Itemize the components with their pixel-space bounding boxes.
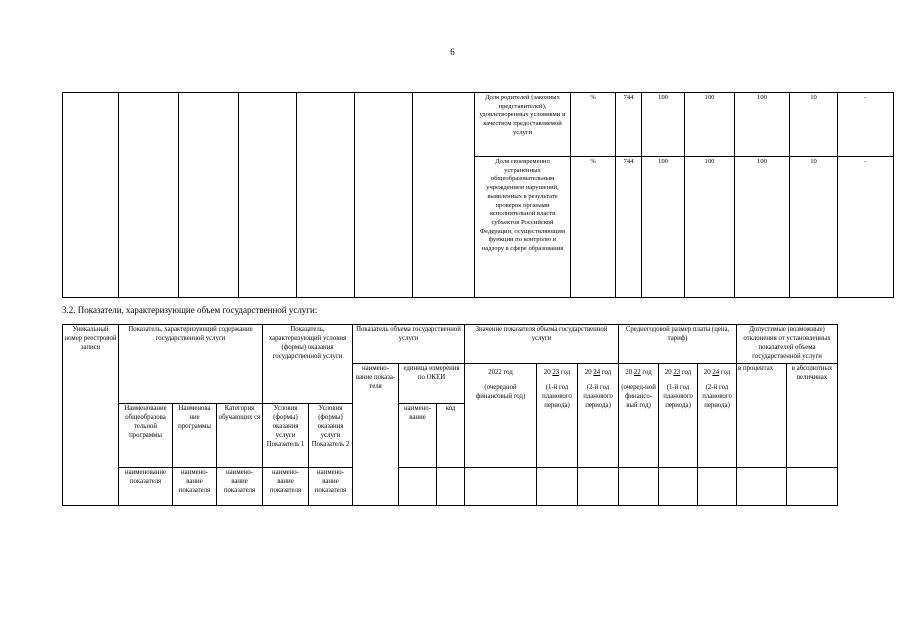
indicator-name: Доля родителей (законных представителей), удовлетворенных условиями и качеством предоставляемой услуги xyxy=(475,93,571,157)
condition-2-header: Условия (формы) оказания услуги Показатель 2 xyxy=(309,403,353,467)
deviation-percent-header: в процентах xyxy=(737,363,787,467)
header-row xyxy=(63,325,838,364)
fee-year1-label xyxy=(620,369,657,378)
empty-cell xyxy=(437,467,465,505)
empty-cell xyxy=(787,467,838,505)
conditions-header: Показатель, характеризующий условия (формы) оказания государственной услуги xyxy=(263,325,353,404)
content-cell-2 xyxy=(179,93,239,298)
unique-number-cell xyxy=(63,93,119,298)
value-year1-header xyxy=(465,363,537,467)
year-suffix: год xyxy=(601,368,612,376)
header-row xyxy=(63,467,838,505)
empty-cell xyxy=(619,467,659,505)
fee-year2-note: (1-й год планового периода) xyxy=(663,383,693,409)
value-year2-label xyxy=(538,369,576,378)
value-2023: 100 xyxy=(685,157,735,298)
content-cell-3 xyxy=(239,93,297,298)
quality-indicators-table xyxy=(62,92,894,298)
year-number: 22 xyxy=(633,368,641,376)
deviation-percent: 10 xyxy=(790,157,838,298)
fee-year2-header xyxy=(659,363,698,467)
value-year3-note: (2-й год планового периода) xyxy=(583,383,613,409)
empty-cell xyxy=(465,467,537,505)
name-label: наимено-вание показателя xyxy=(217,467,263,505)
fee-year2-label xyxy=(660,369,696,378)
condition-1-header: Условия (формы) оказания услуги Показатель 1 xyxy=(263,403,309,467)
value-header: Значение показателя объема государственной услуги xyxy=(465,325,619,364)
year-prefix: 20 xyxy=(664,368,672,376)
program-name-header: Наименова ние программы xyxy=(173,403,217,467)
deviation-header: Допустимые (возможные) отклонения от установленных показателей объема государственной услуги xyxy=(737,325,838,364)
fee-year3-header xyxy=(698,363,737,467)
name-label: наимено-вание показателя xyxy=(173,467,217,505)
volume-name-header: наимено-вание показа-теля xyxy=(353,363,399,505)
fee-header: Среднегодовой размер платы (цена, тариф) xyxy=(619,325,737,364)
unique-number-header: Уникальный номер реестровой записи xyxy=(63,325,119,506)
value-2024: 100 xyxy=(735,93,790,157)
year-number: 24 xyxy=(593,368,601,376)
unit-code: 744 xyxy=(616,93,642,157)
volume-indicators-table xyxy=(62,324,838,506)
deviation-absolute: - xyxy=(838,157,894,298)
name-label: наименование показателя xyxy=(119,467,173,505)
value-2023: 100 xyxy=(685,93,735,157)
volume-unit-header: единица измерения по ОКЕИ xyxy=(399,363,465,403)
year-prefix: 20 xyxy=(543,368,551,376)
empty-cell xyxy=(698,467,737,505)
empty-cell xyxy=(413,93,475,298)
unit-name-header: наимено-вание xyxy=(399,403,437,467)
content-header: Показатель, характеризующий содержание государственной услуги xyxy=(119,325,263,364)
header-row xyxy=(63,363,838,403)
unit-code: 744 xyxy=(616,157,642,298)
year-suffix: год xyxy=(681,368,692,376)
program-content-header: Наименование общеобразова тельной программы xyxy=(119,403,173,467)
empty-cell xyxy=(399,467,437,505)
year-suffix: год xyxy=(720,368,731,376)
volume-header: Показатель объема государственной услуги xyxy=(353,325,465,364)
empty-cell xyxy=(578,467,619,505)
content-cell-1 xyxy=(119,93,179,298)
year-number: 24 xyxy=(712,368,720,376)
value-year1-note: (очередной финансовый год) xyxy=(475,383,526,400)
section-title: 3.2. Показатели, характеризующие объем государственной услуги: xyxy=(62,305,318,315)
year-suffix: год xyxy=(642,368,652,376)
value-2024: 100 xyxy=(735,157,790,298)
value-year3-header xyxy=(578,363,619,467)
year-number: 23 xyxy=(552,368,560,376)
year-suffix: год xyxy=(560,368,571,376)
page-number: 6 xyxy=(450,47,455,57)
unit-code-header: код xyxy=(437,403,465,467)
year-prefix: 20 xyxy=(584,368,592,376)
unit-name: % xyxy=(571,93,616,157)
condition-cell-2 xyxy=(355,93,413,298)
empty-cell xyxy=(737,467,787,505)
value-year2-header xyxy=(537,363,578,467)
value-year2-note: (1-й год планового периода) xyxy=(542,383,572,409)
deviation-absolute: - xyxy=(838,93,894,157)
year-prefix: 20 xyxy=(703,368,711,376)
unit-name: % xyxy=(571,157,616,298)
empty-cell xyxy=(659,467,698,505)
deviation-absolute-header: в абсолютных величинах xyxy=(787,363,838,467)
table-row xyxy=(63,93,894,157)
value-2022: 100 xyxy=(642,93,685,157)
name-label: наимено-вание показателя xyxy=(263,467,309,505)
fee-year1-header xyxy=(619,363,659,467)
content-header-spacer xyxy=(119,363,263,403)
year-prefix: 20 xyxy=(625,368,633,376)
condition-cell-1 xyxy=(297,93,355,298)
deviation-percent: 10 xyxy=(790,93,838,157)
indicator-name: Доля своевременно устраненных общеобразовательным учреждением нарушений, выявленных в результате проверок органами исполнительной власти субъектов Российской Федерации, осуществляющим функции по контролю и надзору в сфере образования xyxy=(475,157,571,298)
fee-year3-label xyxy=(699,369,735,378)
value-2022: 100 xyxy=(642,157,685,298)
empty-cell xyxy=(537,467,578,505)
name-label: наимено-вание показателя xyxy=(309,467,353,505)
student-category-header: Категория обучающих ся xyxy=(217,403,263,467)
value-year3-label xyxy=(579,369,617,378)
year-number: 23 xyxy=(673,368,681,376)
fee-year1-note: (очеред-ной финансо-вый год) xyxy=(621,383,656,409)
fee-year3-note: (2-й год планового периода) xyxy=(702,383,732,409)
value-year1-label: 2022 год xyxy=(488,368,513,376)
